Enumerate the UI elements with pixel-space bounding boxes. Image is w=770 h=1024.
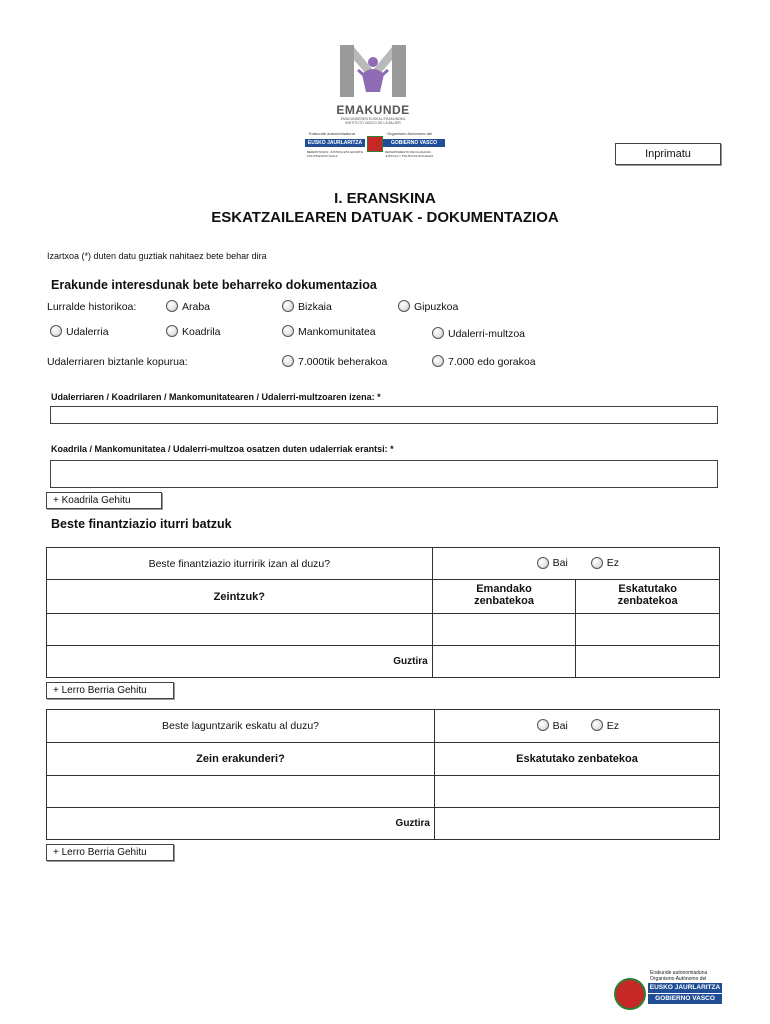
radio-udalerri-multzoa-label: Udalerri-multzoa [448,328,526,340]
funding-requested-cell[interactable] [576,614,720,646]
radio-araba[interactable] [166,301,210,313]
footer-band2: GOBIERNO VASCO [648,994,722,1004]
section2-heading: Beste finantziazio iturri batzuk [51,517,232,531]
gov-right-small: Organismo Autónomo del [387,131,433,136]
footer-small1: Erakunde autonomiaduna [650,970,708,976]
col-zeintzuk: Zeintzuk? [47,580,433,614]
radio-circle-icon [537,719,549,731]
radio-circle-icon [282,300,294,312]
title-line2: ESKATZAILEAREN DATUAK - DOKUMENTAZIOA [211,209,559,226]
add-row-button-2[interactable]: + Lerro Berria Gehitu [46,844,174,861]
name-field-label: Udalerriaren / Koadrilaren / Mankomunitatearen / Udalerri-multzoaren izena: * [51,392,381,402]
col-eskatutako-line2: zenbatekoa [617,595,678,607]
logo-sub2: INSTITUTO VASCO DE LA MUJER [345,121,401,125]
radio-circle-icon [432,327,444,339]
footer-band1: EUSKO JAURLARITZA [649,984,721,991]
aid-total-label: Guztira [47,808,435,840]
radio-mankomunitatea-label: Mankomunitatea [298,326,376,338]
col-eskatutako-line1: Eskatutako [618,583,678,595]
radio-circle-icon [432,355,444,367]
col-emandako [432,580,576,614]
funding-source-cell[interactable] [47,614,433,646]
radio-population-above[interactable] [432,356,536,368]
gov-left-dept: BERDINTASUN, JUSTIZIA ETA GIZARTE POLITIKETAKO SAILA [307,150,363,158]
aid-question: Beste laguntzarik eskatu al duzu? [47,710,435,743]
radio-bizkaia-label: Bizkaia [298,301,332,313]
radio-population-above-label: 7.000 edo gorakoa [448,356,536,368]
members-input[interactable] [50,460,718,488]
aid-table [46,709,720,840]
radio-udalerri-multzoa[interactable] [432,328,525,340]
footer-small2: Organismo Autónomo del [650,976,707,982]
radio-araba-label: Araba [182,301,211,313]
radio-circle-icon [282,355,294,367]
radio-circle-icon [537,557,549,569]
radio-circle-icon [282,325,294,337]
logo-name: EMAKUNDE [336,103,410,117]
aid-total-amount[interactable] [435,808,720,840]
aid-no-label: Ez [606,719,619,732]
col-emandako-line2: zenbatekoa [474,595,534,607]
radio-gipuzkoa[interactable] [398,301,458,313]
aid-institution-cell[interactable] [47,776,435,808]
logo-sub1: EMAKUNDEREN EUSKAL ERAKUNDEA [340,117,406,121]
aid-yes[interactable] [537,720,568,732]
funding-answer-cell [432,548,719,580]
print-button[interactable]: Inprimatu [615,143,721,165]
funding-no-label: Ez [606,557,619,570]
funding-granted-cell[interactable] [432,614,576,646]
col-emandako-line1: Emandako [476,583,532,595]
radio-circle-icon [50,325,62,337]
title-line1: I. ERANSKINA [334,190,436,207]
radio-population-below[interactable] [282,356,387,368]
aid-amount-cell[interactable] [435,776,720,808]
population-label: Udalerriaren biztanle kopurua: [47,356,188,368]
territory-label: Lurralde historikoa: [47,301,137,313]
radio-udalerria-label: Udalerria [66,326,109,338]
required-note: Izartxoa (*) duten datu guztiak nahitaez bete behar dira [47,251,267,261]
add-row-button-1[interactable]: + Lerro Berria Gehitu [46,682,174,699]
radio-gipuzkoa-label: Gipuzkoa [414,301,459,313]
col-zein-erakunderi: Zein erakunderi? [47,743,435,776]
gov-logo-footer [612,968,724,1008]
members-field-label: Koadrila / Mankomunitatea / Udalerri-multzoa osatzen duten udalerriak erantsi: * [51,444,394,454]
radio-circle-icon [166,300,178,312]
aid-yes-label: Bai [552,719,568,732]
name-input[interactable] [50,406,718,424]
radio-bizkaia[interactable] [282,301,332,313]
footer-shield-icon [614,978,646,1010]
radio-population-below-label: 7.000tik beherakoa [298,356,388,368]
radio-circle-icon [398,300,410,312]
gov-logo-header [305,131,445,163]
col-eskatutako [576,580,720,614]
gov-right-band: GOBIERNO VASCO [383,139,445,147]
funding-total-granted[interactable] [432,646,576,678]
aid-answer-cell [435,710,720,743]
gov-left-small: Erakunde autonomiaduna [309,131,355,136]
gov-right-dept: DEPARTAMENTO DE IGUALDAD, JUSTICIA Y POLÍTICAS SOCIALES [385,150,434,158]
radio-circle-icon [591,557,603,569]
radio-circle-icon [591,719,603,731]
section1-heading: Erakunde interesdunak bete beharreko dokumentazioa [51,278,377,292]
radio-udalerria[interactable] [50,326,109,338]
funding-total-requested[interactable] [576,646,720,678]
funding-question: Beste finantziazio iturririk izan al duzu? [47,548,433,580]
emakunde-emblem [318,42,428,98]
basque-shield-icon [367,136,383,152]
funding-yes-label: Bai [552,557,568,570]
funding-no[interactable] [591,557,619,569]
radio-mankomunitatea[interactable] [282,326,376,338]
col-eskatutako-zenbatekoa: Eskatutako zenbatekoa [435,743,720,776]
aid-no[interactable] [591,720,619,732]
radio-circle-icon [166,325,178,337]
gov-left-band: EUSKO JAURLARITZA [305,139,365,147]
radio-koadrila[interactable] [166,326,221,338]
emakunde-logo [318,42,428,125]
funding-yes[interactable] [537,557,568,569]
funding-table [46,547,720,678]
radio-koadrila-label: Koadrila [182,326,221,338]
funding-total-label: Guztira [47,646,433,678]
add-koadrila-button[interactable]: + Koadrila Gehitu [46,492,162,509]
